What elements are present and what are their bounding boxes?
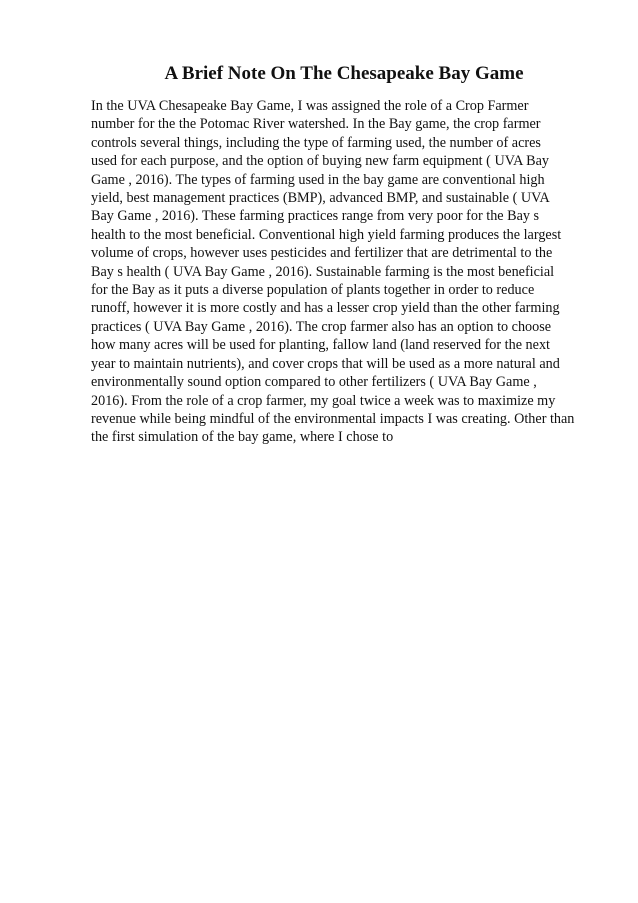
body-line: In the UVA Chesapeake Bay Game, I was assigned the role of a Crop Farmer	[91, 98, 529, 114]
body-line: environmentally sound option compared to other fertilizers ( UVA Bay Game ,	[91, 374, 537, 391]
body-line: Game , 2016). The types of farming used in the bay game are conventional high	[91, 171, 545, 188]
body-line: how many acres will be used for planting, fallow land (land reserved for the next	[91, 337, 550, 354]
document-title: A Brief Note On The Chesapeake Bay Game	[164, 63, 524, 84]
body-line: practices ( UVA Bay Game , 2016). The crop farmer also has an option to choose	[91, 318, 552, 335]
body-line: health to the most beneficial. Conventional high yield farming produces the largest	[91, 226, 562, 243]
body-line: controls several things, including the type of farming used, the number of acres	[91, 134, 541, 151]
body-line: volume of crops, however uses pesticides and fertilizer that are detrimental to the	[91, 245, 553, 262]
body-line: Bay s health ( UVA Bay Game , 2016). Sustainable farming is the most beneficial	[91, 263, 555, 280]
document-body	[91, 97, 575, 447]
body-line: the first simulation of the bay game, where I chose to	[91, 429, 394, 446]
body-line: 2016). From the role of a crop farmer, my goal twice a week was to maximize my	[91, 392, 556, 409]
body-line: yield, best management practices (BMP), advanced BMP, and sustainable ( UVA	[91, 190, 550, 207]
body-line: runoff, however it is more costly and has a lesser crop yield than the other farming	[91, 300, 560, 317]
body-line: year to maintain nutrients), and cover crops that will be used as a more natural and	[91, 355, 560, 372]
body-line: used for each purpose, and the option of buying new farm equipment ( UVA Bay	[91, 153, 549, 170]
body-line: for the Bay as it puts a diverse population of plants together in order to reduce	[91, 282, 535, 299]
body-line: Bay Game , 2016). These farming practices range from very poor for the Bay s	[91, 208, 540, 225]
body-line: revenue while being mindful of the environmental impacts I was creating. Other than	[91, 410, 575, 427]
body-line: number for the the Potomac River watershed. In the Bay game, the crop farmer	[91, 116, 541, 133]
